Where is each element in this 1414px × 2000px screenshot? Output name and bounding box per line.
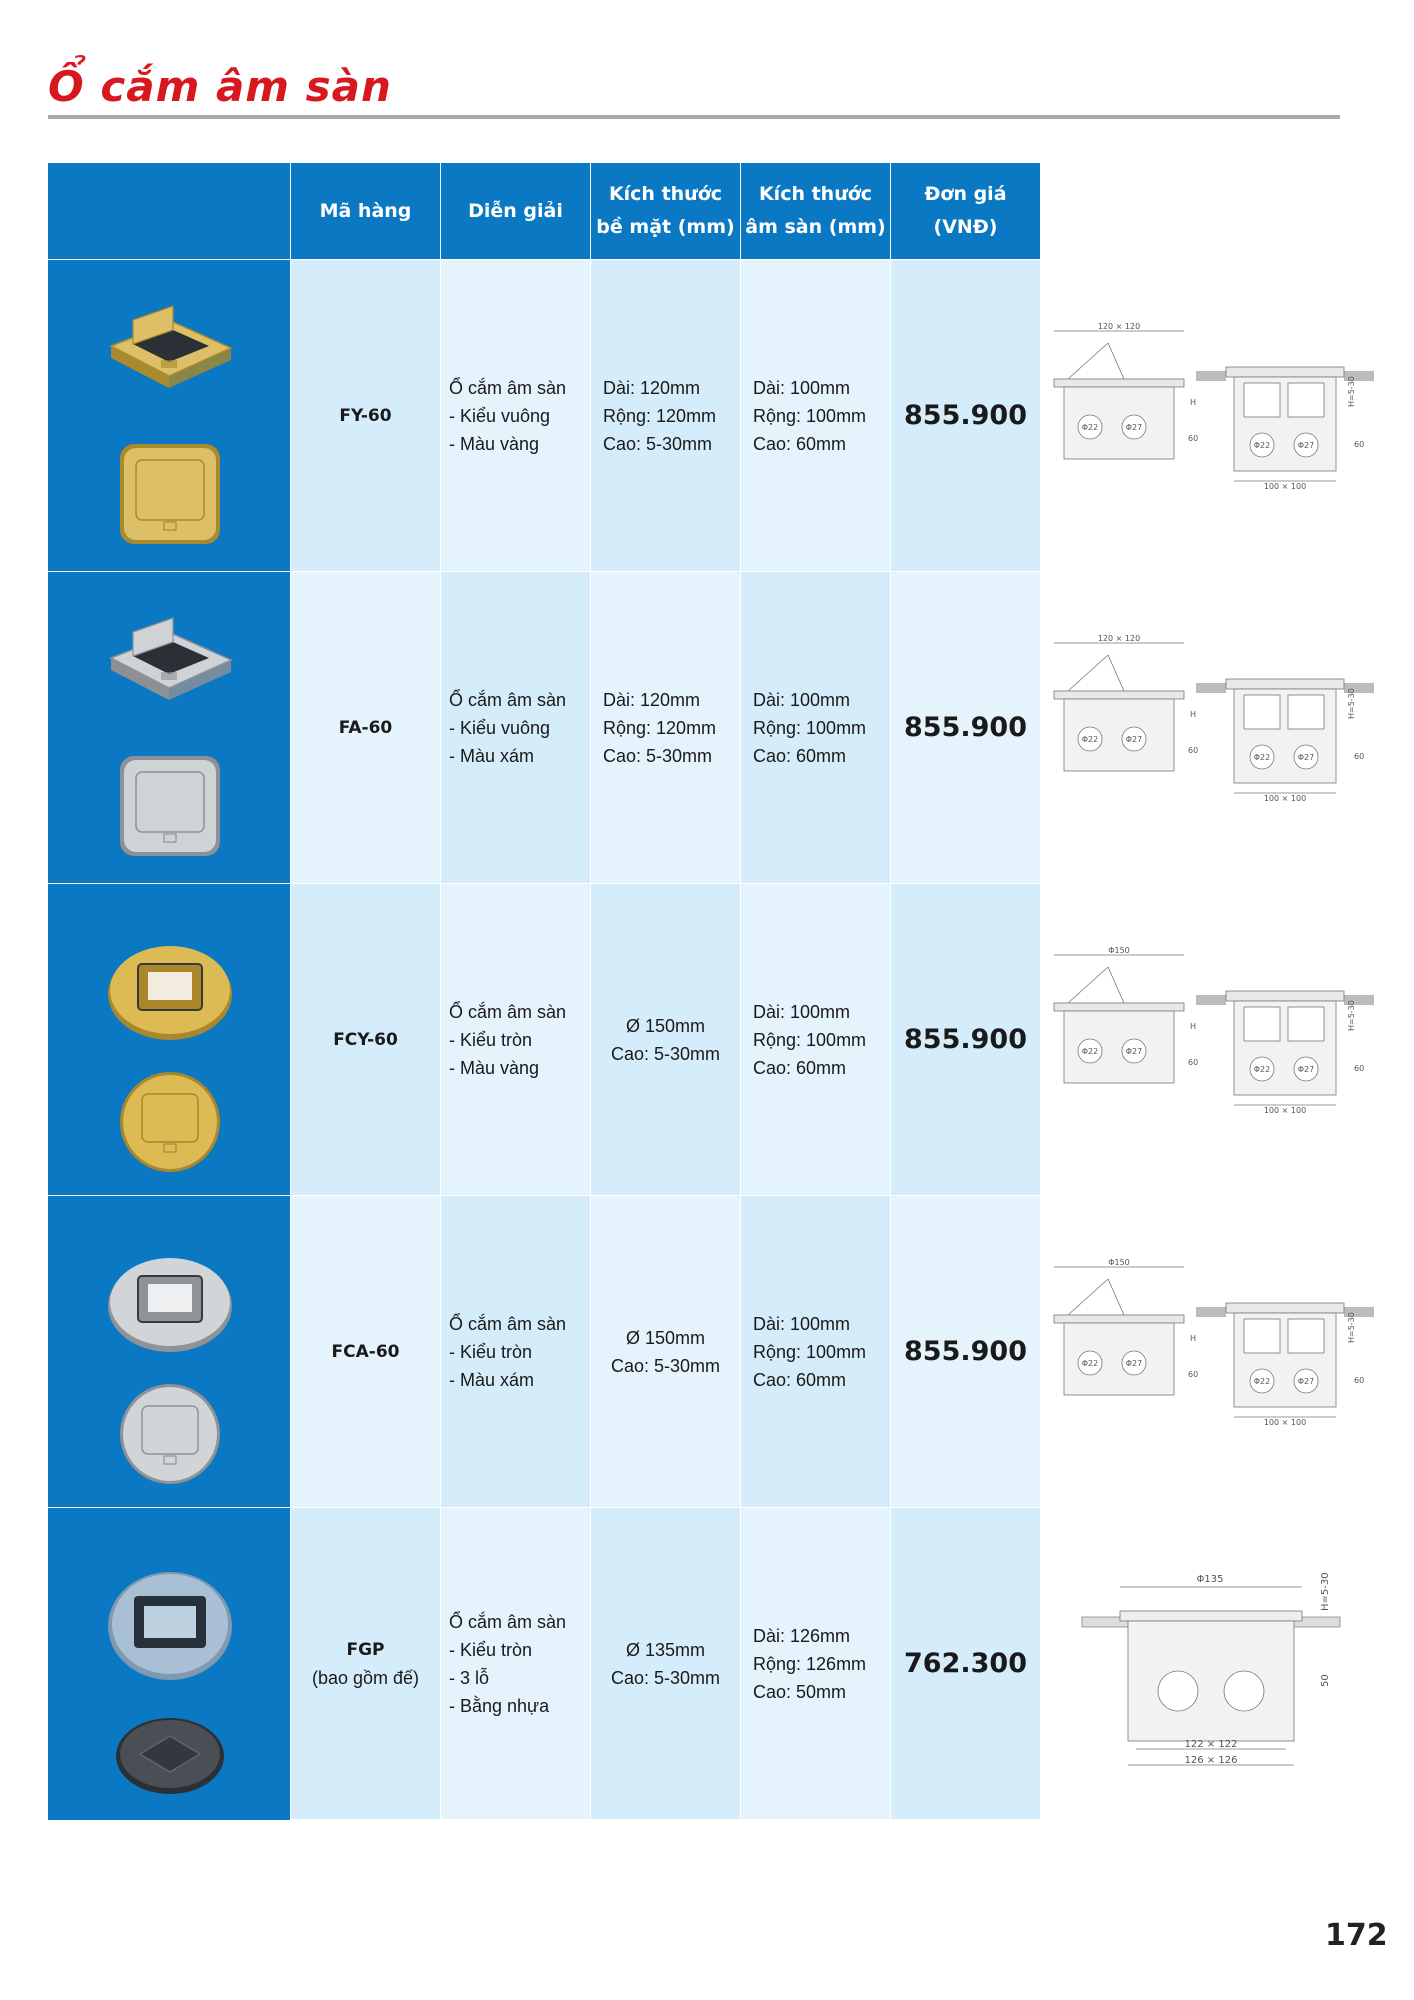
- table-row: [48, 571, 1040, 883]
- text-line: - Màu vàng: [449, 433, 540, 454]
- drawing-bottom-dim: 100 × 100: [1263, 1418, 1307, 1427]
- text-line: Rộng: 100mm: [753, 405, 867, 426]
- text-line: Cao: 60mm: [753, 433, 847, 454]
- drawing-top-dim: Φ150: [1108, 1259, 1130, 1267]
- product-description: [440, 259, 590, 571]
- surface-size: [590, 1195, 740, 1507]
- drawing-depth: 60: [1188, 1370, 1199, 1379]
- product-code: FY-60: [290, 259, 440, 571]
- text-line: - Kiểu tròn: [449, 1639, 533, 1660]
- drawing-h: H: [1190, 710, 1197, 719]
- drawing-outer-dim: 126 × 126: [1184, 1755, 1238, 1766]
- product-images: [48, 1195, 290, 1507]
- hole-dim: Φ27: [1297, 753, 1315, 762]
- drawing-inner-dim: 122 × 122: [1184, 1739, 1238, 1750]
- drawing-bottom-dim: 100 × 100: [1263, 1106, 1307, 1115]
- text-line: Ổ cắm âm sàn: [449, 1611, 567, 1632]
- text-line: Ø 150mm: [625, 1015, 705, 1036]
- text-line: - Kiểu tròn: [449, 1029, 533, 1050]
- floor-size: [740, 1195, 890, 1507]
- floor-size: [740, 883, 890, 1195]
- text-line: Ổ cắm âm sàn: [449, 377, 567, 398]
- hole-dim: Φ22: [1081, 1047, 1099, 1056]
- table-row: [48, 883, 1040, 1195]
- floor-size: [740, 1507, 890, 1819]
- drawing-depth: 60: [1188, 1058, 1199, 1067]
- table-row: [48, 1507, 1040, 1819]
- text-line: Cao: 60mm: [753, 1057, 847, 1078]
- technical-drawing: [1048, 323, 1378, 498]
- text-line: Rộng: 120mm: [603, 405, 717, 426]
- product-photo-closed: [118, 442, 222, 546]
- product-code: FCA-60: [290, 1195, 440, 1507]
- text-line: - Kiểu vuông: [449, 717, 551, 738]
- technical-drawing: [1048, 947, 1378, 1122]
- text-line: Rộng: 100mm: [753, 717, 867, 738]
- text-line: Ổ cắm âm sàn: [449, 1313, 567, 1334]
- text-line: Rộng: 126mm: [753, 1653, 867, 1674]
- header-surface-size: Kích thước bề mặt (mm): [590, 163, 740, 259]
- text-line: Cao: 5-30mm: [610, 1667, 721, 1688]
- text-line: Cao: 50mm: [753, 1681, 847, 1702]
- hole-dim: Φ27: [1125, 735, 1143, 744]
- product-photo-closed: [118, 754, 222, 858]
- header-code: Mã hàng: [290, 163, 440, 259]
- text-line: Cao: 5-30mm: [610, 1043, 721, 1064]
- drawing-h-side: H=5-30: [1347, 1312, 1356, 1343]
- hole-dim: Φ27: [1125, 1359, 1143, 1368]
- header-price: Đơn giá (VNĐ): [890, 163, 1040, 259]
- floor-size: [740, 571, 890, 883]
- text-line: - 3 lỗ: [449, 1667, 490, 1688]
- product-photo-open: [106, 1566, 234, 1682]
- drawing-depth: 60: [1354, 1376, 1365, 1385]
- product-images: [48, 259, 290, 571]
- surface-size: [590, 571, 740, 883]
- text-line: Cao: 5-30mm: [603, 745, 713, 766]
- surface-size: [590, 883, 740, 1195]
- unit-price: 855.900: [890, 883, 1040, 1195]
- hole-dim: Φ27: [1297, 441, 1315, 450]
- surface-size: [590, 259, 740, 571]
- product-code: FGP (bao gồm đế): [290, 1507, 440, 1819]
- table-row: [48, 1195, 1040, 1507]
- hole-dim: Φ27: [1297, 1065, 1315, 1074]
- drawing-depth: 60: [1354, 440, 1365, 449]
- drawing-top-dim: 120 × 120: [1097, 323, 1141, 331]
- product-code: FCY-60: [290, 883, 440, 1195]
- text-line: Cao: 5-30mm: [610, 1355, 721, 1376]
- surface-size: [590, 1507, 740, 1819]
- text-line: Dài: 100mm: [753, 1313, 851, 1334]
- product-photo-closed: [118, 1070, 222, 1174]
- hole-dim: Φ22: [1081, 735, 1099, 744]
- title-divider: [48, 115, 1340, 119]
- text-line: - Bằng nhựa: [449, 1695, 550, 1716]
- text-line: Dài: 120mm: [603, 689, 701, 710]
- text-line: Cao: 60mm: [753, 1369, 847, 1390]
- text-line: - Kiểu vuông: [449, 405, 551, 426]
- hole-dim: Φ22: [1081, 1359, 1099, 1368]
- technical-drawing: [1048, 635, 1378, 810]
- product-photo-closed: [114, 1714, 226, 1798]
- unit-price: 855.900: [890, 571, 1040, 883]
- floor-size: [740, 259, 890, 571]
- header-floor-size: Kích thước âm sàn (mm): [740, 163, 890, 259]
- product-code-note: (bao gồm đế): [311, 1667, 420, 1688]
- drawing-depth: 60: [1188, 434, 1199, 443]
- drawing-top-dim: 120 × 120: [1097, 635, 1141, 643]
- product-images: [48, 1507, 290, 1819]
- hole-dim: Φ27: [1297, 1377, 1315, 1386]
- text-line: Ổ cắm âm sàn: [449, 689, 567, 710]
- text-line: - Kiểu tròn: [449, 1341, 533, 1362]
- drawing-bottom-dim: 100 × 100: [1263, 482, 1307, 491]
- text-line: Dài: 100mm: [753, 1001, 851, 1022]
- drawing-h: H: [1190, 1334, 1197, 1343]
- product-description: [440, 883, 590, 1195]
- drawing-h-side: H=5-30: [1347, 688, 1356, 719]
- product-photo-open: [104, 936, 236, 1044]
- text-line: - Màu vàng: [449, 1057, 540, 1078]
- unit-price: 855.900: [890, 1195, 1040, 1507]
- drawing-h-side: H=5-30: [1347, 376, 1356, 407]
- technical-drawing: [1048, 1259, 1378, 1434]
- hole-dim: Φ22: [1253, 1065, 1271, 1074]
- product-photo-open: [103, 300, 235, 410]
- unit-price: 762.300: [890, 1507, 1040, 1819]
- product-description: [440, 1195, 590, 1507]
- table-row: [48, 259, 1040, 571]
- product-description: [440, 1507, 590, 1819]
- text-line: Dài: 100mm: [753, 377, 851, 398]
- text-line: Cao: 60mm: [753, 745, 847, 766]
- hole-dim: Φ22: [1081, 423, 1099, 432]
- product-images: [48, 571, 290, 883]
- text-line: - Màu xám: [449, 1369, 535, 1390]
- header-desc: Diễn giải: [440, 163, 590, 259]
- product-photo-closed: [118, 1382, 222, 1486]
- product-description: [440, 571, 590, 883]
- text-line: Dài: 126mm: [753, 1625, 851, 1646]
- product-table: [48, 163, 1040, 1820]
- product-images: [48, 883, 290, 1195]
- page-title: Ổ cắm âm sàn: [48, 62, 392, 111]
- text-line: Dài: 120mm: [603, 377, 701, 398]
- drawing-h: H: [1190, 398, 1197, 407]
- text-line: Ø 135mm: [625, 1639, 705, 1660]
- product-code: FA-60: [290, 571, 440, 883]
- product-photo-open: [104, 1248, 236, 1356]
- drawing-depth: 60: [1188, 746, 1199, 755]
- hole-dim: Φ22: [1253, 753, 1271, 762]
- text-line: Rộng: 120mm: [603, 717, 717, 738]
- text-line: Ổ cắm âm sàn: [449, 1001, 567, 1022]
- drawing-depth: 60: [1354, 1064, 1365, 1073]
- drawing-depth: 50: [1320, 1674, 1331, 1687]
- drawing-h-side: H=5-30: [1320, 1572, 1331, 1611]
- text-line: Ø 150mm: [625, 1327, 705, 1348]
- page-number: 172: [1325, 1918, 1388, 1953]
- text-line: - Màu xám: [449, 745, 535, 766]
- unit-price: 855.900: [890, 259, 1040, 571]
- product-photo-open: [103, 612, 235, 722]
- text-line: Dài: 100mm: [753, 689, 851, 710]
- text-line: Rộng: 100mm: [753, 1341, 867, 1362]
- drawing-h-side: H=5-30: [1347, 1000, 1356, 1031]
- hole-dim: Φ22: [1253, 1377, 1271, 1386]
- drawing-top-dim: Φ150: [1108, 947, 1130, 955]
- drawing-bottom-dim: 100 × 100: [1263, 794, 1307, 803]
- technical-drawing: [1078, 1567, 1378, 1782]
- hole-dim: Φ22: [1253, 441, 1271, 450]
- drawing-h: H: [1190, 1022, 1197, 1031]
- hole-dim: Φ27: [1125, 1047, 1143, 1056]
- drawing-top-dim: Φ135: [1196, 1574, 1224, 1585]
- text-line: Rộng: 100mm: [753, 1029, 867, 1050]
- drawing-depth: 60: [1354, 752, 1365, 761]
- hole-dim: Φ27: [1125, 423, 1143, 432]
- text-line: Cao: 5-30mm: [603, 433, 713, 454]
